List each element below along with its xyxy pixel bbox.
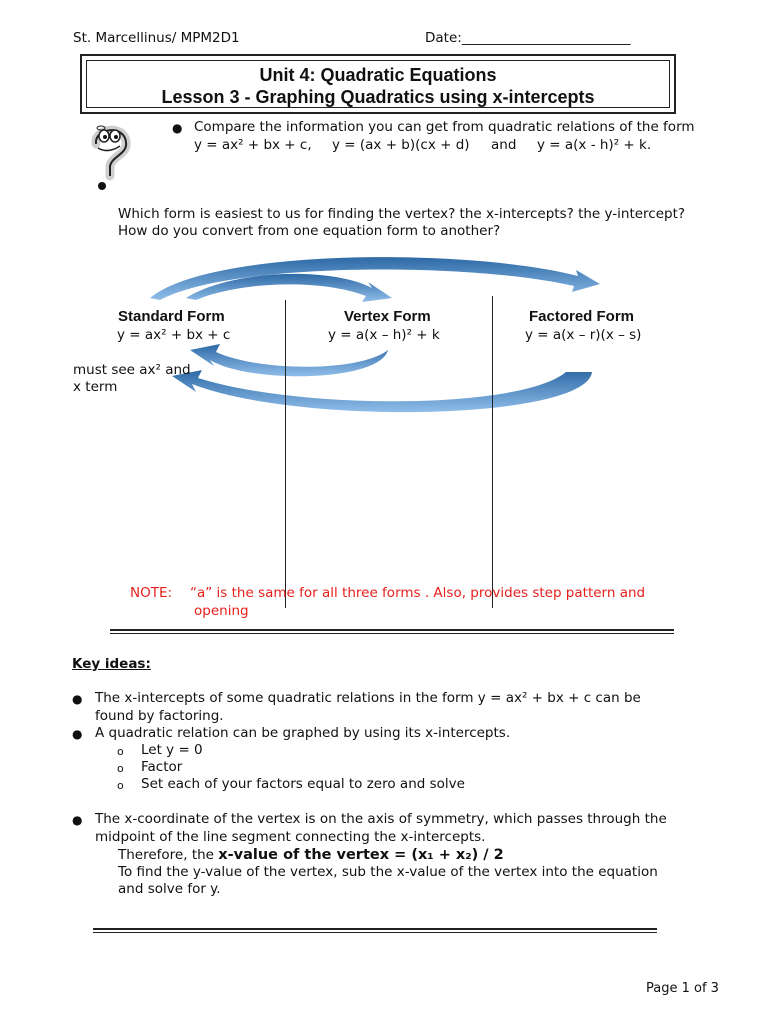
- must-see-note-1: must see ax² and: [73, 362, 191, 378]
- question-line-2: How do you convert from one equation form to another?: [118, 223, 501, 239]
- key-idea-1-line-1: The x-intercepts of some quadratic relations in the form y = ax² + bx + c can be: [95, 690, 641, 706]
- vertex-form-heading: Vertex Form: [344, 308, 431, 325]
- date-label: Date:_________________________: [425, 30, 631, 46]
- section-divider: [110, 629, 674, 634]
- column-divider-right: [492, 296, 493, 608]
- therefore-line: [118, 847, 504, 863]
- form-standard-text: y = ax² + bx + c,: [194, 137, 312, 153]
- factored-form-equation: y = a(x – r)(x – s): [525, 327, 642, 343]
- question-line-1: Which form is easiest to us for finding the vertex? the x-intercepts? the y-intercept?: [118, 206, 686, 222]
- bullet-marker: ●: [172, 121, 183, 135]
- step-3: Set each of your factors equal to zero and solve: [141, 776, 465, 792]
- form-vertex-text: y = a(x - h)² + k.: [537, 137, 652, 153]
- sub-bullet-marker: o: [117, 762, 124, 775]
- sub-bullet-marker: o: [117, 779, 124, 792]
- bullet-marker: ●: [72, 727, 83, 741]
- must-see-note-2: x term: [73, 379, 118, 395]
- step-2: Factor: [141, 759, 183, 775]
- vertex-form-equation: y = a(x – h)² + k: [328, 327, 440, 343]
- lesson-title: Lesson 3 - Graphing Quadratics using x-intercepts: [161, 87, 595, 107]
- note-line-2: opening: [194, 603, 249, 619]
- column-divider-left: [285, 300, 286, 608]
- bullet-marker: ●: [72, 692, 83, 706]
- sub-bullet-marker: o: [117, 745, 124, 758]
- key-idea-2: A quadratic relation can be graphed by using its x-intercepts.: [95, 725, 511, 741]
- bottom-divider: [93, 928, 657, 933]
- and-text: and: [491, 137, 517, 153]
- bullet-marker: ●: [72, 813, 83, 827]
- page-number: Page 1 of 3: [646, 981, 719, 996]
- arrow-factored-to-standard: [172, 370, 592, 412]
- key-idea-3-line-1: The x-coordinate of the vertex is on the axis of symmetry, which passes through the: [95, 811, 667, 827]
- key-idea-1-line-2: found by factoring.: [95, 708, 224, 724]
- key-ideas-heading: Key ideas:: [72, 656, 151, 672]
- therefore-text: Therefore, the: [118, 847, 214, 863]
- school-course-label: St. Marcellinus/ MPM2D1: [73, 30, 240, 46]
- arrow-vertex-to-standard: [190, 344, 388, 376]
- standard-form-equation: y = ax² + bx + c: [117, 327, 231, 343]
- factored-form-heading: Factored Form: [529, 308, 635, 325]
- form-factored-text: y = (ax + b)(cx + d): [332, 137, 470, 153]
- key-idea-3-line-2: midpoint of the line segment connecting the x-intercepts.: [95, 829, 486, 845]
- find-y-line-2: and solve for y.: [118, 881, 221, 897]
- step-1: Let y = 0: [141, 742, 203, 758]
- note-line-1: “a” is the same for all three forms . Also, provides step pattern and: [190, 585, 646, 601]
- standard-form-heading: Standard Form: [118, 308, 225, 325]
- unit-title: Unit 4: Quadratic Equations: [259, 65, 497, 85]
- find-y-line-1: To find the y-value of the vertex, sub the x-value of the vertex into the equation: [118, 864, 658, 880]
- vertex-formula: x-value of the vertex = (x₁ + x₂) / 2: [218, 847, 504, 863]
- intro-text: Compare the information you can get from quadratic relations of the form: [194, 119, 695, 135]
- note-label: NOTE:: [130, 585, 173, 601]
